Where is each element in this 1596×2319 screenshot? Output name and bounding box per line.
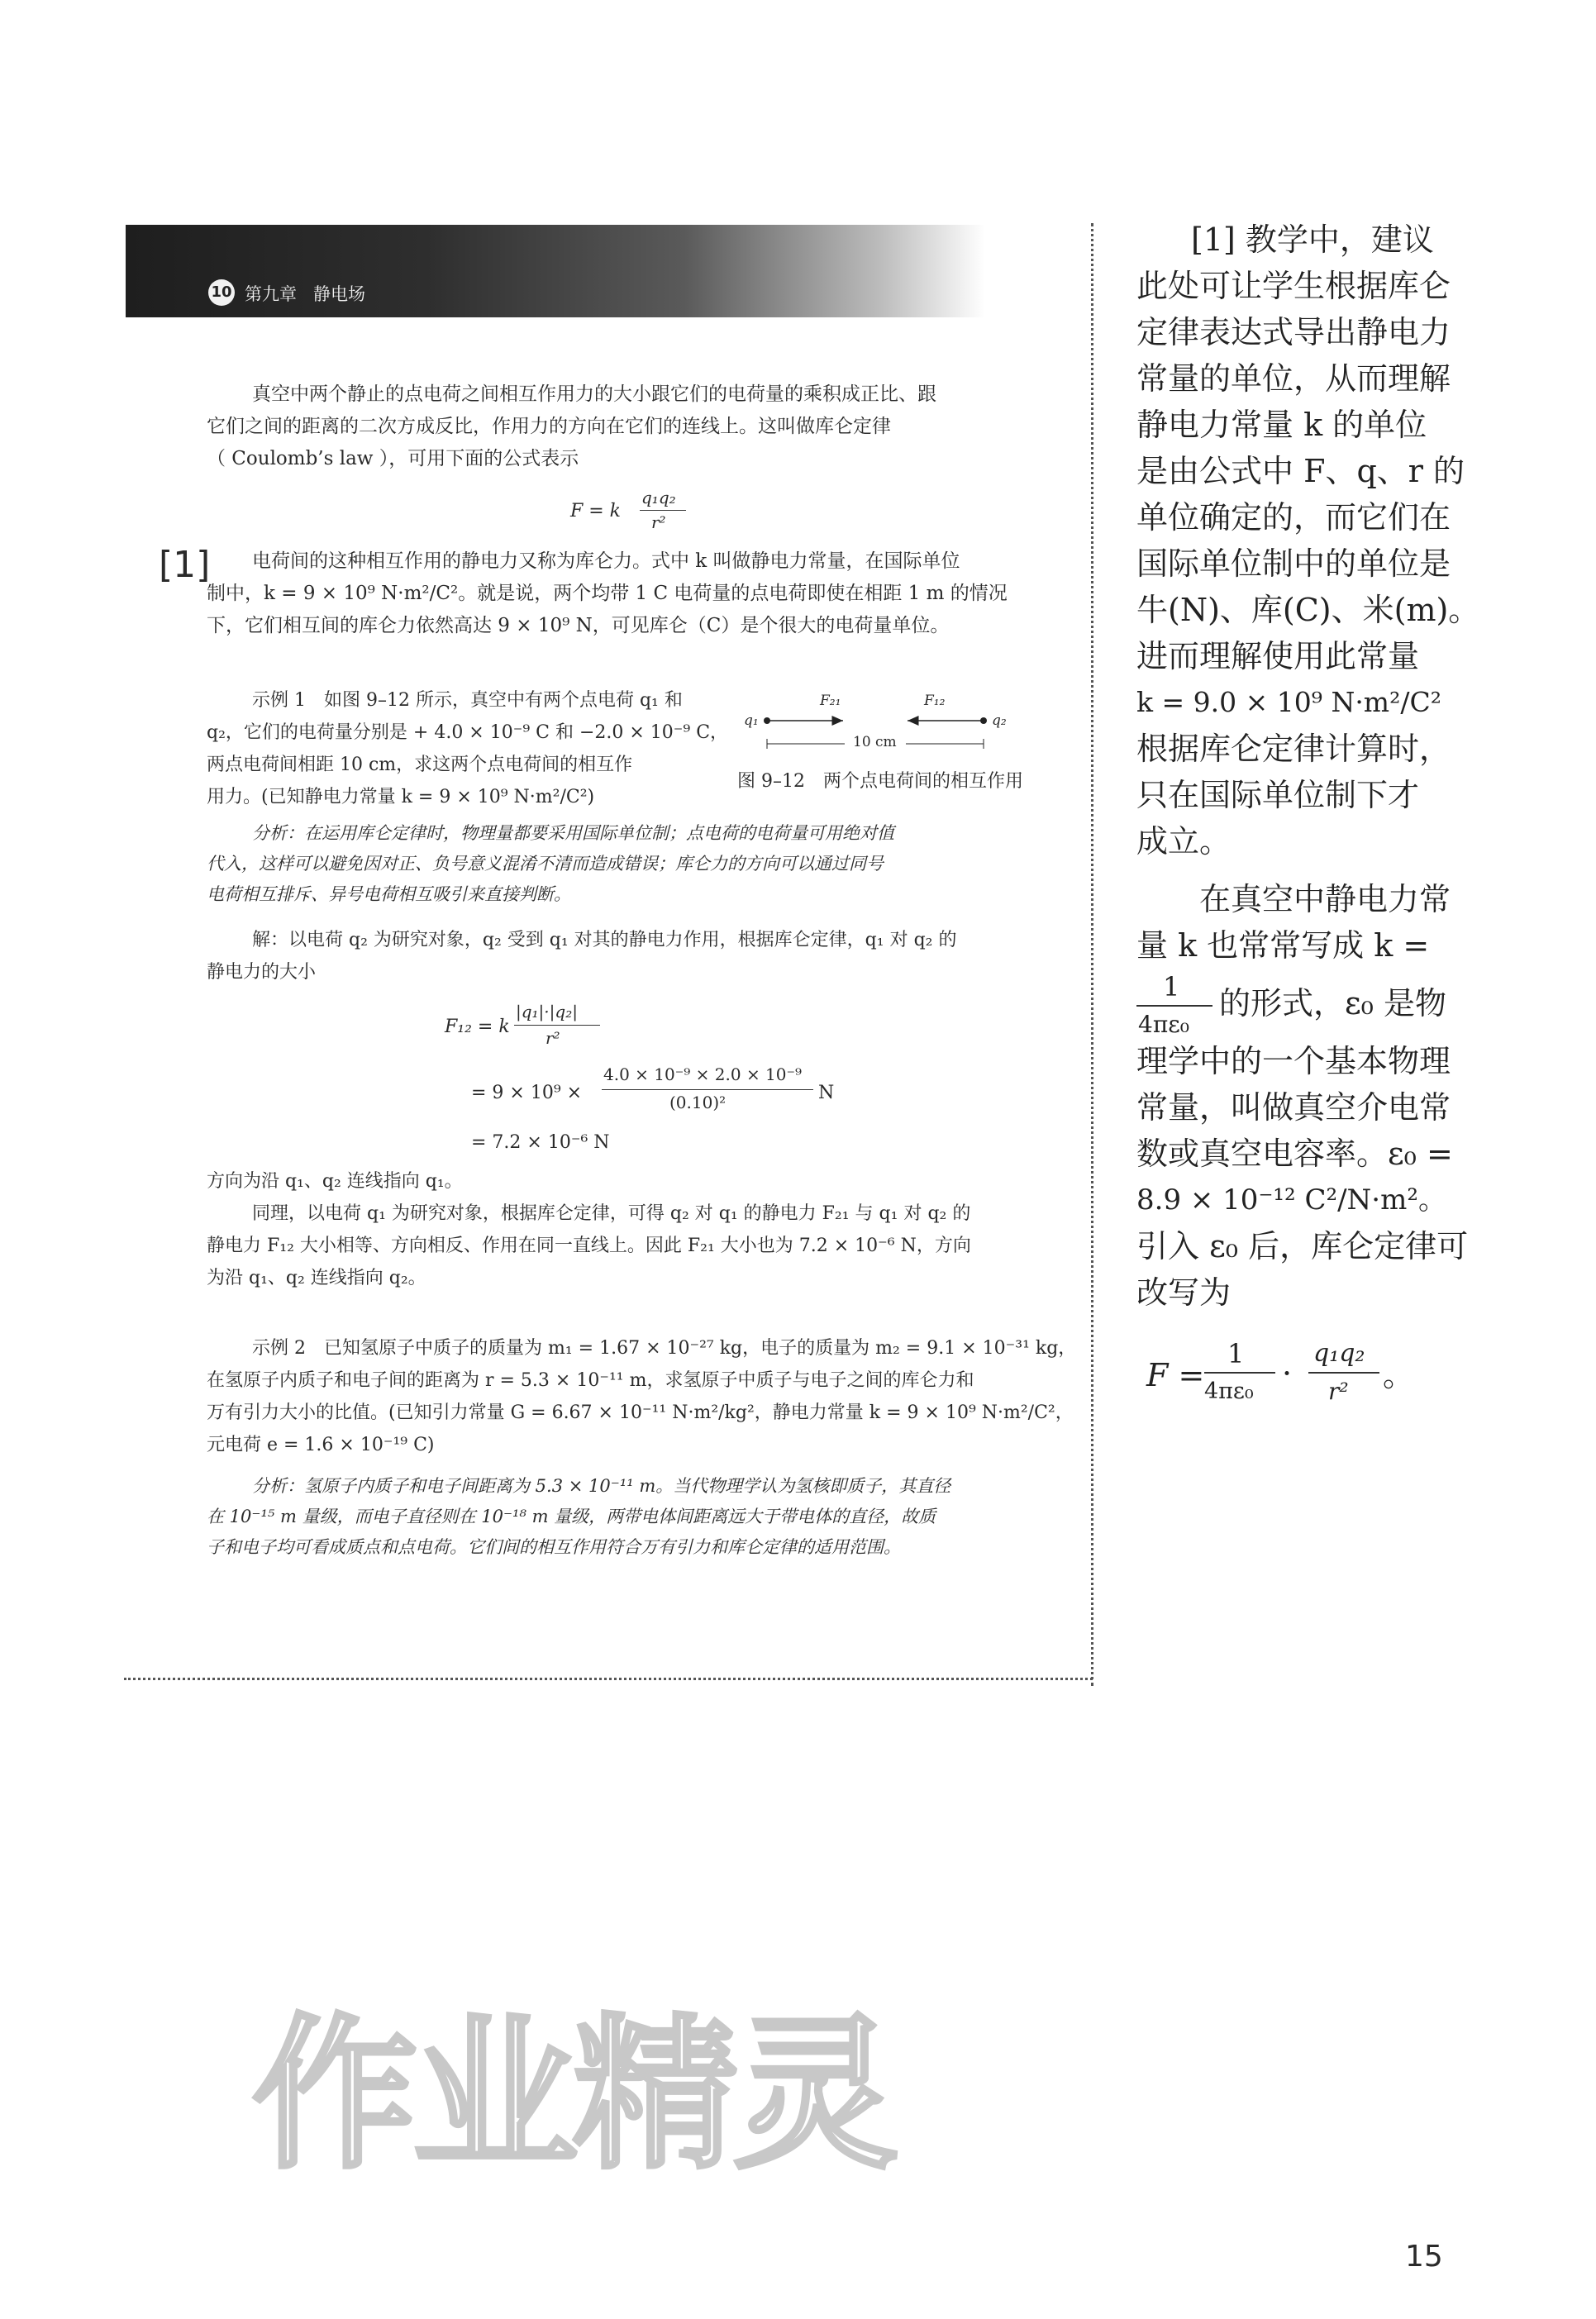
calc-line2-denominator: (0.10)² bbox=[669, 1093, 727, 1112]
analysis1-line3: 电荷相互排斥、异号电荷相互吸引来直接判断。 bbox=[207, 884, 571, 904]
calc-line2-numerator: 4.0 × 10⁻⁹ × 2.0 × 10⁻⁹ bbox=[603, 1064, 803, 1084]
similarly-line2: 静电力 F₁₂ 大小相等、方向相反、作用在同一直线上。因此 F₂₁ 大小也为 7.2 × 10⁻⁶ N，方向 bbox=[207, 1236, 971, 1256]
side-fraction-denominator: 4πε₀ bbox=[1138, 1011, 1189, 1038]
example2-line3: 万有引力大小的比值。(已知引力常量 G = 6.67 × 10⁻¹¹ N·m²/kg²，静电力常量 k = 9 × 10⁹ N·m²/C²， bbox=[207, 1402, 1074, 1423]
example1-line3: 两点电荷间相距 10 cm，求这两个点电荷间的相互作 bbox=[207, 755, 633, 775]
calc-line2-fraction-bar bbox=[602, 1089, 813, 1090]
calculation-block bbox=[445, 1000, 835, 1165]
example2-line2: 在氢原子内质子和电子间的距离为 r = 5.3 × 10⁻¹¹ m，求氢原子中质子与电子之间的库仑力和 bbox=[207, 1370, 974, 1391]
side-note-line: 改写为 bbox=[1136, 1274, 1232, 1311]
side-note-fraction-row bbox=[1136, 969, 1446, 1038]
side-note-line: k = 9.0 × 10⁹ N·m²/C² bbox=[1136, 686, 1441, 718]
chapter-title: 第九章 静电场 bbox=[245, 284, 366, 304]
figure-caption: 图 9–12 两个点电荷间的相互作用 bbox=[737, 771, 1023, 792]
side-note-line: 根据库仑定律计算时， bbox=[1136, 731, 1451, 767]
calc-line1-fraction-bar bbox=[514, 1025, 600, 1026]
final-f2-denominator: r² bbox=[1328, 1378, 1349, 1405]
side-note-line: 单位确定的，而它们在 bbox=[1136, 499, 1451, 536]
calc-line1-lhs: F₁₂ = k bbox=[445, 1017, 510, 1037]
calc-line3: = 7.2 × 10⁻⁶ N bbox=[471, 1132, 610, 1153]
side-note-line: 常量的单位，从而理解 bbox=[1136, 360, 1451, 397]
final-f1-numerator: 1 bbox=[1227, 1338, 1245, 1369]
side-note-line: 常量，叫做真空介电常 bbox=[1136, 1089, 1451, 1126]
label-f21: F₂₁ bbox=[820, 693, 841, 709]
side-note-line: 数或真空电容率。ε₀ = bbox=[1136, 1136, 1453, 1172]
side-fraction-numerator: 1 bbox=[1163, 971, 1180, 1002]
side-note-line: 定律表达式导出静电力 bbox=[1136, 314, 1451, 350]
chapter-number-badge: 10 bbox=[208, 279, 235, 306]
side-note-line: 国际单位制中的单位是 bbox=[1136, 545, 1451, 582]
side-note-line: 在真空中静电力常 bbox=[1199, 881, 1451, 917]
page-number: 15 bbox=[1405, 2240, 1443, 2274]
example1-line1: 示例 1 如图 9–12 所示，真空中有两个点电荷 q₁ 和 bbox=[252, 690, 683, 711]
note-marker: [1] bbox=[159, 544, 211, 586]
label-q2: q₂ bbox=[992, 712, 1007, 729]
example1-line4: 用力。(已知静电力常量 k = 9 × 10⁹ N·m²/C²) bbox=[207, 787, 595, 807]
final-f2-numerator: q₁q₂ bbox=[1313, 1339, 1365, 1368]
para2-line3: 下，它们相互间的库仑力依然高达 9 × 10⁹ N，可见库仑（C）是个很大的电荷量单位。 bbox=[207, 615, 950, 636]
final-formula-lhs: F = bbox=[1146, 1357, 1205, 1393]
example2-line1: 示例 2 已知氢原子中质子的质量为 m₁ = 1.67 × 10⁻²⁷ kg，电子的质量为 m₂ = 9.1 × 10⁻³¹ kg， bbox=[252, 1338, 1077, 1359]
formula-numerator: q₁q₂ bbox=[641, 488, 676, 507]
solution1-line1: 解：以电荷 q₂ 为研究对象，q₂ 受到 q₁ 对其的静电力作用，根据库仑定律，q₁ 对 q₂ 的 bbox=[252, 930, 957, 950]
similarly-line3: 为沿 q₁、q₂ 连线指向 q₂。 bbox=[207, 1268, 426, 1288]
horizontal-dotted-divider bbox=[124, 1678, 1093, 1680]
para1-line1: 真空中两个静止的点电荷之间相互作用力的大小跟它们的电荷量的乘积成正比、跟 bbox=[252, 383, 936, 405]
analysis2-line3: 子和电子均可看成质点和点电荷。它们间的相互作用符合万有引力和库仑定律的适用范围。 bbox=[207, 1537, 901, 1557]
direction-result: 方向为沿 q₁、q₂ 连线指向 q₁。 bbox=[207, 1171, 463, 1192]
side-note-line: 只在国际单位制下才 bbox=[1136, 777, 1420, 813]
final-formula-dot: · bbox=[1282, 1355, 1293, 1392]
side-note-line: 是由公式中 F、q、r 的 bbox=[1136, 453, 1465, 489]
side-note-line: 静电力常量 k 的单位 bbox=[1136, 407, 1427, 443]
side-note-line: 成立。 bbox=[1136, 823, 1232, 860]
label-q1: q₁ bbox=[744, 712, 759, 729]
solution1-line2: 静电力的大小 bbox=[207, 962, 317, 983]
formula-fraction-bar bbox=[640, 510, 686, 511]
analysis1-line2: 代入，这样可以避免因对正、负号意义混淆不清而造成错误；库仑力的方向可以通过同号 bbox=[207, 854, 884, 874]
watermark-logo: 作业精灵 bbox=[252, 1999, 894, 2192]
side-note-line: 理学中的一个基本物理 bbox=[1136, 1043, 1451, 1079]
formula-lhs: F = k bbox=[570, 501, 622, 521]
side-note-line: 8.9 × 10⁻¹² C²/N·m²。 bbox=[1136, 1183, 1446, 1217]
label-distance: 10 cm bbox=[853, 734, 897, 750]
analysis2-line1: 分析：氢原子内质子和电子间距离为 5.3 × 10⁻¹¹ m。当代物理学认为氢核即质子，其直径 bbox=[252, 1476, 951, 1496]
side-note bbox=[1136, 217, 1480, 1421]
side-note-line: [1] 教学中，建议 bbox=[1191, 221, 1434, 258]
calc-line1-numerator: |q₁|·|q₂| bbox=[516, 1002, 578, 1021]
side-fraction-suffix: 的形式，ε₀ 是物 bbox=[1219, 985, 1446, 1021]
vertical-dotted-divider bbox=[1091, 223, 1093, 1686]
final-f1-denominator: 4πε₀ bbox=[1204, 1379, 1254, 1404]
side-note-line: 量 k 也常常写成 k = bbox=[1136, 927, 1430, 964]
example1-line2: q₂，它们的电荷量分别是 + 4.0 × 10⁻⁹ C 和 −2.0 × 10⁻⁹ C， bbox=[207, 722, 729, 743]
side-final-formula bbox=[1136, 1331, 1434, 1421]
para2-line2: 制中，k = 9 × 10⁹ N·m²/C²。就是说，两个均带 1 C 电荷量的点电荷即使在相距 1 m 的情况 bbox=[207, 583, 1008, 604]
calc-line1-denominator: r² bbox=[545, 1028, 560, 1048]
analysis1-line1: 分析：在运用库仑定律时，物理量都要采用国际单位制；点电荷的电荷量可用绝对值 bbox=[252, 823, 894, 843]
formula-denominator: r² bbox=[651, 512, 666, 532]
similarly-line1: 同理，以电荷 q₁ 为研究对象，根据库仑定律，可得 q₂ 对 q₁ 的静电力 F₂₁ 与 q₁ 对 q₂ 的 bbox=[252, 1203, 971, 1224]
side-note-line: 此处可让学生根据库仑 bbox=[1136, 268, 1451, 304]
analysis2-line2: 在 10⁻¹⁵ m 量级，而电子直径则在 10⁻¹⁸ m 量级，两带电体间距离远大于带电体的直径，故质 bbox=[207, 1507, 936, 1526]
side-note-line: 进而理解使用此常量 bbox=[1136, 638, 1420, 674]
side-note-line: 引入 ε₀ 后，库仑定律可 bbox=[1136, 1228, 1469, 1264]
calc-line2-unit: N bbox=[818, 1083, 835, 1103]
side-note-line: 牛(N)、库(C)、米(m)。 bbox=[1136, 592, 1480, 628]
label-f12: F₁₂ bbox=[924, 693, 946, 709]
calc-line2-prefix: = 9 × 10⁹ × bbox=[471, 1083, 583, 1103]
example2-line4: 元电荷 e = 1.6 × 10⁻¹⁹ C) bbox=[207, 1435, 435, 1455]
para1-line2: 它们之间的距离的二次方成反比，作用力的方向在它们的连线上。这叫做库仑定律 bbox=[207, 416, 891, 437]
para2-line1: 电荷间的这种相互作用的静电力又称为库仑力。式中 k 叫做静电力常量，在国际单位 bbox=[252, 550, 960, 572]
para1-line3: （ Coulomb’s law ），可用下面的公式表示 bbox=[207, 448, 579, 469]
final-formula-end: 。 bbox=[1383, 1357, 1415, 1393]
figure-diagram bbox=[744, 694, 1025, 760]
